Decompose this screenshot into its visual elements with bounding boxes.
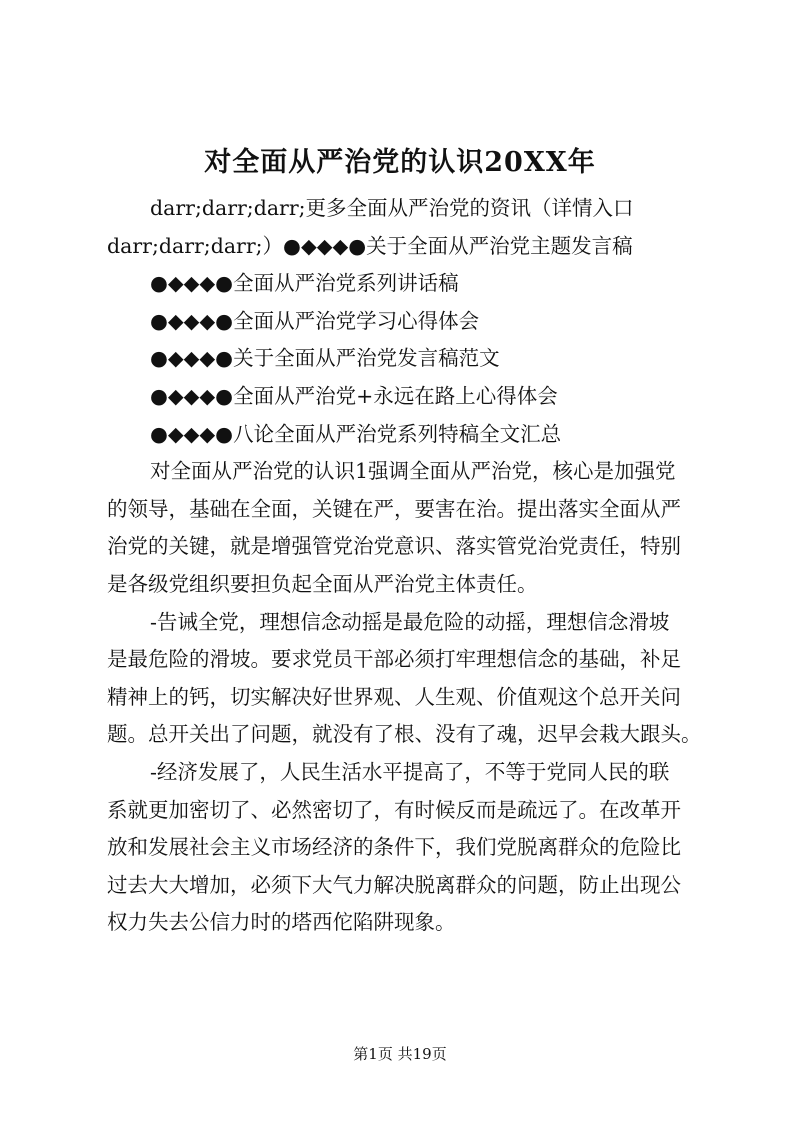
text-line: darr;darr;darr;更多全面从严治党的资讯（详情入口 — [150, 196, 634, 220]
text-line: darr;darr;darr;）●◆◆◆●关于全面从严治党主题发言稿 — [107, 233, 633, 258]
paragraph-line: 对全面从严治党的认识1强调全面从严治党，核心是加强党 — [150, 459, 676, 484]
paragraph-line: -告诫全党，理想信念动摇是最危险的动摇，理想信念滑坡 — [150, 609, 670, 634]
paragraph-line: 权力失去公信力时的塔西佗陷阱现象。 — [107, 910, 456, 935]
list-item-link[interactable]: ●◆◆◆●全面从严治党+永远在路上心得体会 — [150, 383, 558, 408]
list-item-link[interactable]: ●◆◆◆●关于全面从严治党发言稿范文 — [150, 346, 500, 371]
paragraph-line: -经济发展了，人民生活水平提高了，不等于党同人民的联 — [150, 759, 670, 784]
list-item-link[interactable]: ●◆◆◆●八论全面从严治党系列特稿全文汇总 — [150, 421, 562, 446]
page-footer: 第1页 共19页 — [353, 1045, 447, 1063]
document-title: 对全面从严治党的认识20XX年 — [204, 147, 596, 178]
paragraph-line: 精神上的钙，切实解决好世界观、人生观、价值观这个总开关问 — [107, 684, 681, 709]
document-body — [107, 190, 707, 942]
paragraph-line: 过去大大增加，必须下大气力解决脱离群众的问题，防止出现公 — [107, 872, 681, 897]
paragraph-line: 是各级党组织要担负起全面从严治党主体责任。 — [107, 571, 538, 596]
paragraph-line: 系就更加密切了、必然密切了，有时候反而是疏远了。在改革开 — [107, 797, 681, 822]
paragraph-line: 是最危险的滑坡。要求党员干部必须打牢理想信念的基础，补足 — [107, 647, 681, 672]
paragraph-line: 放和发展社会主义市场经济的条件下，我们党脱离群众的危险比 — [107, 835, 681, 860]
list-item-link[interactable]: ●◆◆◆●全面从严治党学习心得体会 — [150, 308, 480, 333]
paragraph-line: 的领导，基础在全面，关键在严，要害在治。提出落实全面从严 — [107, 496, 681, 521]
list-item-link[interactable]: ●◆◆◆●全面从严治党系列讲话稿 — [150, 271, 459, 296]
paragraph-line: 题。总开关出了问题，就没有了根、没有了魂，迟早会栽大跟头。 — [107, 722, 702, 747]
paragraph-line: 治党的关键，就是增强管党治党意识、落实管党治党责任，特别 — [107, 534, 681, 559]
